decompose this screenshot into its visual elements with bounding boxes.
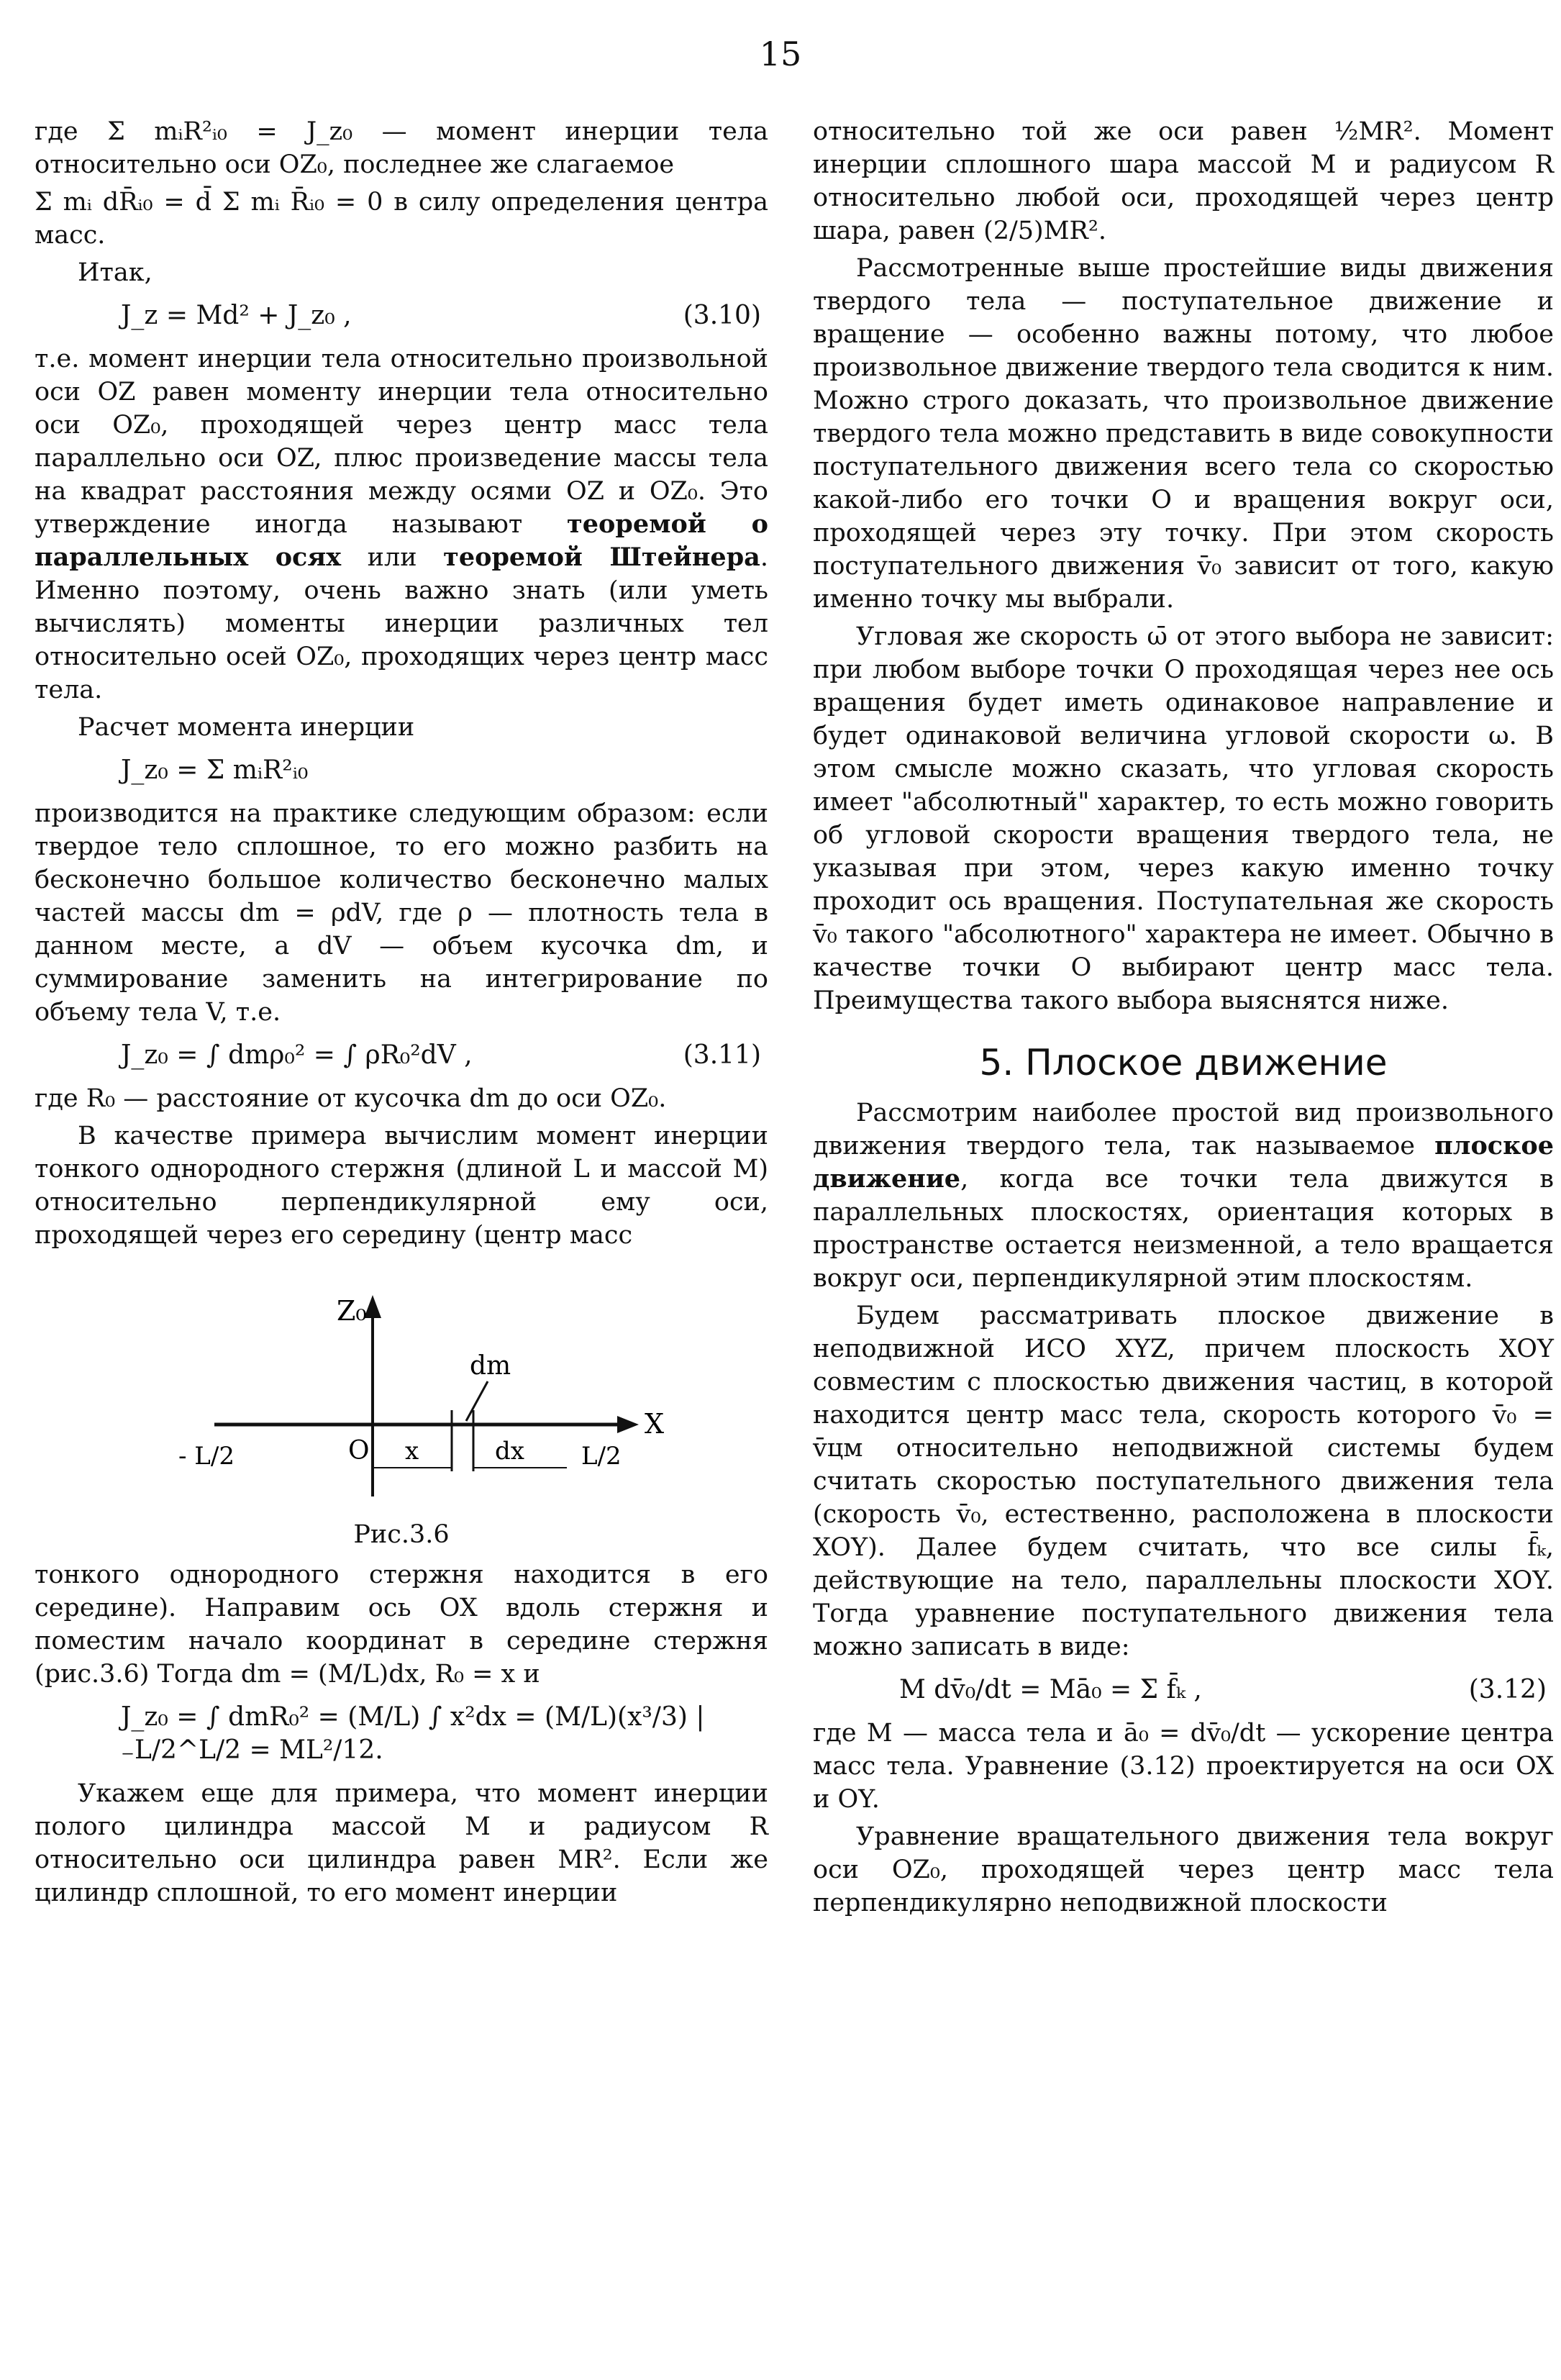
right-column: [813, 115, 1554, 1924]
paragraph: производится на практике следующим образом: если твердое тело сплошное, то его можно разбить на бесконечно большое количество бесконечно малых частей массы dm = ρdV, где ρ — плотность тела в данном месте, а dV — объем кусочка dm, и суммирование заменить на интегрирование по объему тела V, т.е.: [35, 799, 768, 1027]
paragraph: Расчет момента инерции: [78, 713, 415, 742]
term-bold: теоремой Штейнера: [443, 542, 760, 572]
paragraph: Итак,: [78, 258, 153, 287]
paragraph: тонкого однородного стержня находится в его середине). Направим ось OX вдоль стержня и поместим начало координат в середине стержня (рис.3.6) Тогда dm = (M/L)dx, R₀ = x и: [35, 1561, 768, 1689]
formula-expression: J_z₀ = Σ mᵢR²ᵢ₀: [121, 755, 309, 785]
paragraph: Угловая же скорость ω̄ от этого выбора не зависит: при любом выборе точки O проходящая через нее ось вращения будет иметь одинаковое направление и будет одинаковой величина угловой скорости ω. В этом смысле можно сказать, что угловая скорость имеет "абсолютный" характер, то есть можно говорить об угловой скорости вращения твердого тела, не указывая при этом, через какую именно точку проходит ось вращения. Поступательная же скорость v̄₀ такого "абсолютного" характера не имеет. Обычно в качестве точки O выбирают центр масс тела. Преимущества такого выбора выяснятся ниже.: [813, 622, 1554, 1015]
x-axis-arrow: [617, 1416, 639, 1433]
formula-rod: [35, 1701, 768, 1767]
text: т.е. момент инерции тела относительно произвольной оси OZ равен моменту инерции тела относительно оси OZ₀, проходящей через центр масс тела параллельно оси OZ, плюс произведение массы тела на квадрат расстояния между осями OZ и OZ₀. Это утверждение иногда называют: [35, 345, 768, 539]
formula-3-11: [35, 1039, 768, 1072]
paragraph: Рассмотренные выше простейшие виды движения твердого тела — поступательное движение и вращение — особенно важны потому, что любое произвольное движение твердого тела сводится к ним. Можно строго доказать, что произвольное движение твердого тела можно представить в виде совокупности поступательного движения всего тела со скоростью какой-либо его точки O и вращения вокруг оси, проходящей через эту точку. При этом скорость поступательного движения v̄₀ зависит от того, какую именно точку мы выбрали.: [813, 254, 1554, 614]
section-title: 5. Плоское движение: [979, 1042, 1388, 1084]
paragraph: Уравнение вращательного движения тела вокруг оси OZ₀, проходящей через центр масс тела перпендикулярно неподвижной плоскости: [813, 1822, 1554, 1917]
left-end-label: - L/2: [178, 1442, 235, 1471]
formula-number: (3.12): [1468, 1675, 1547, 1704]
paragraph: где M — масса тела и ā₀ = dv̄₀/dt — ускорение центра масс тела. Уравнение (3.12) проектируется на оси OX и OY.: [813, 1719, 1554, 1814]
text: или: [341, 543, 444, 572]
text: Рассмотрим наиболее простой вид произвольного движения твердого тела, так называемое: [813, 1099, 1554, 1161]
formula-number: (3.10): [683, 301, 761, 330]
right-end-label: L/2: [581, 1442, 622, 1471]
text: в силу определения центра масс.: [35, 188, 768, 250]
inline-formula: Σ mᵢR²ᵢ₀ = J_z₀ —: [107, 117, 407, 146]
rod-diagram: [35, 1266, 768, 1511]
paragraph: где R₀ — расстояние от кусочка dm до оси OZ₀.: [35, 1084, 667, 1113]
dm-label: dm: [470, 1351, 511, 1381]
paragraph: Укажем еще для примера, что момент инерции полого цилиндра массой M и радиусом R относительно оси цилиндра равен MR². Если же цилиндр сплошной, то его момент инерции: [35, 1779, 768, 1907]
left-column: [35, 115, 768, 1914]
text: . Именно поэтому, очень важно знать (или уметь вычислять) моменты инерции различных тел относительно осей OZ₀, проходящих через центр масс тела.: [35, 543, 768, 704]
formula-jz0: [35, 754, 768, 787]
paragraph: относительно той же оси равен ½MR². Момент инерции сплошного шара массой M и радиусом R относительно любой оси, проходящей через центр шара, равен (2/5)MR².: [813, 117, 1554, 245]
x-segment-label: x: [405, 1437, 419, 1466]
paragraph: [35, 186, 768, 252]
origin-label: O: [348, 1436, 370, 1466]
text: момент инерции тела относительно оси OZ₀, последнее же слагаемое: [35, 117, 768, 179]
formula-expression: J_z₀ = ∫ dmρ₀² = ∫ ρR₀²dV ,: [121, 1040, 473, 1070]
inline-formula: Σ mᵢ dR̄ᵢ₀ = d̄ Σ mᵢ R̄ᵢ₀ = 0: [35, 188, 383, 217]
text: где: [35, 117, 78, 146]
paragraph: В качестве примера вычислим момент инерции тонкого однородного стержня (длиной L и массой M) относительно перпендикулярной ему оси, проходящей через его середину (центр масс: [35, 1122, 768, 1250]
term-bold: теоремой о параллельных осях: [35, 509, 768, 572]
paragraph: Будем рассматривать плоское движение в неподвижной ИСО XYZ, причем плоскость XOY совместим с плоскостью движения частиц, в которой находится центр масс тела, скорость которого v̄₀ = v̄цм относительно неподвижной системы будем считать скоростью поступательного движения тела (скорость v̄₀, естественно, расположена в плоскости XOY). Далее будем считать, что все силы f̄ₖ, действующие на тело, параллельны плоскости XOY. Тогда уравнение поступательного движения тела можно записать в виде:: [813, 1302, 1554, 1661]
dm-pointer: [466, 1381, 488, 1421]
x-axis-label: X: [645, 1408, 665, 1440]
formula-number: (3.11): [683, 1040, 761, 1070]
z-axis-label: Z₀: [337, 1295, 367, 1327]
page-number: 15: [759, 35, 802, 73]
text: , когда все точки тела движутся в параллельных плоскостях, ориентация которых в пространстве остается неизменной, а тело вращается вокруг оси, перпендикулярной этим плоскостям.: [813, 1165, 1554, 1293]
dx-segment-label: dx: [495, 1437, 524, 1466]
formula-3-10: [35, 299, 768, 332]
paragraph: [35, 342, 768, 707]
formula-expression: J_z₀ = ∫ dmR₀² = (M/L) ∫ x²dx = (M/L)(x³/3) |₋L/2^L/2 = ML²/12.: [121, 1702, 705, 1765]
formula-3-12: [813, 1673, 1554, 1707]
paragraph: [35, 115, 768, 181]
figure-caption: Рис.3.6: [353, 1520, 450, 1549]
formula-expression: M dv̄₀/dt = Mā₀ = Σ f̄ₖ ,: [899, 1675, 1202, 1704]
figure-rod: [35, 1266, 768, 1511]
term-bold: плоское движение: [813, 1131, 1554, 1194]
formula-expression: J_z = Md² + J_z₀ ,: [121, 301, 352, 330]
paragraph: [813, 1096, 1554, 1295]
